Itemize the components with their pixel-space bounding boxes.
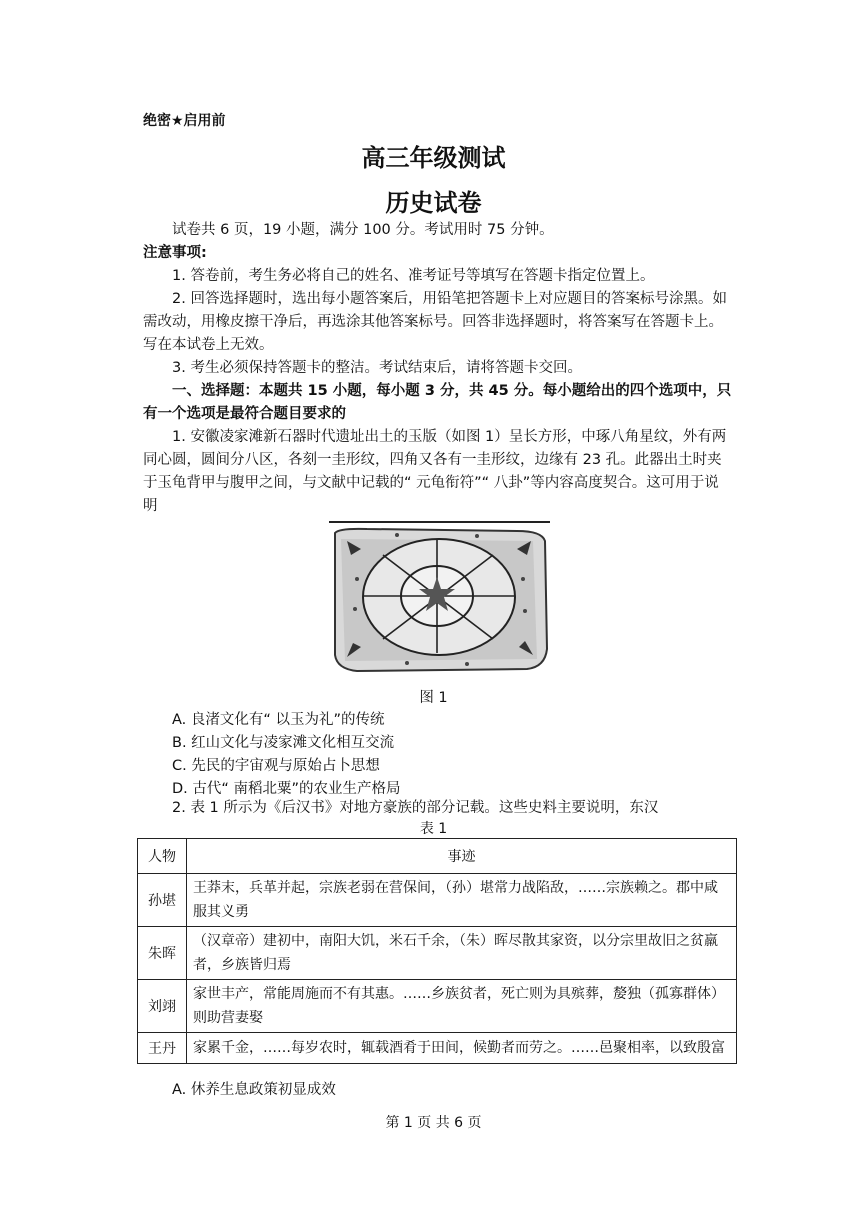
section-heading: 一、选择题：本题共 15 小题，每小题 3 分，共 45 分。每小题给出的四个选项中，只有一个选项是最符合题目要求的 — [143, 383, 732, 422]
table-header-person: 人物 — [138, 839, 187, 874]
notice-heading: 注意事项: — [143, 245, 207, 261]
person-deeds: 家累千金，……每岁农时，辄载酒肴于田间，候勤者而劳之。……邑聚相率，以致殷富 — [187, 1033, 737, 1064]
notice-item-2: 2. 回答选择题时，选出每小题答案后，用铅笔把答题卡上对应题目的答案标号涂黑。如需改动，用橡皮擦干净后，再选涂其他答案标号。回答非选择题时，将答案写在答题卡上。写在本试卷上无效。 — [143, 291, 727, 353]
jade-tablet-image — [327, 519, 552, 676]
page-footer: 第 1 页 共 6 页 — [385, 1115, 482, 1131]
notice-item-1: 1. 答卷前，考生务必将自己的姓名、准考证号等填写在答题卡指定位置上。 — [172, 268, 655, 284]
table-1-caption: 表 1 — [419, 821, 448, 837]
table-row — [138, 1033, 737, 1064]
question-2-stem: 2. 表 1 所示为《后汉书》对地方豪族的部分记载。这些史料主要说明，东汉 — [172, 800, 659, 816]
history-table — [137, 838, 737, 1064]
person-name: 刘翊 — [138, 980, 187, 1033]
person-name: 王丹 — [138, 1033, 187, 1064]
q1-option-a: A. 良渚文化有“ 以玉为礼”的传统 — [172, 712, 385, 728]
table-header-deeds: 事迹 — [187, 839, 737, 874]
notice-item-3: 3. 考生必须保持答题卡的整洁。考试结束后，请将答题卡交回。 — [172, 360, 582, 376]
person-deeds: 王莽末，兵革并起，宗族老弱在营保间，（孙）堪常力战陷敌，……宗族赖之。郡中咸服其义勇 — [187, 874, 737, 927]
person-name: 朱晖 — [138, 927, 187, 980]
confidential-mark: 绝密★启用前 — [143, 113, 226, 129]
exam-title: 高三年级测试 — [361, 144, 506, 172]
q1-option-c: C. 先民的宇宙观与原始占卜思想 — [172, 758, 380, 774]
table-row — [138, 874, 737, 927]
figure-1-caption: 图 1 — [419, 690, 448, 706]
table-row — [138, 980, 737, 1033]
exam-subject-title: 历史试卷 — [385, 189, 482, 217]
person-deeds: 家世丰产，常能周施而不有其惠。……乡族贫者，死亡则为具殡葬，嫠独（孤寡群体）则助营妻娶 — [187, 980, 737, 1033]
table-header-row — [138, 839, 737, 874]
question-1-stem: 1. 安徽凌家滩新石器时代遗址出土的玉版（如图 1）呈长方形，中琢八角星纹，外有两同心圆，圆间分八区，各刻一圭形纹，四角又各有一圭形纹，边缘有 23 孔。此器出土时夹于玉龟背甲与腹甲之间，与文献中记载的“ 元龟衔符”“ 八卦”等内容高度契合。这可用于说明 — [143, 429, 727, 514]
q2-option-a: A. 休养生息政策初显成效 — [172, 1082, 336, 1098]
q1-option-d: D. 古代“ 南稻北粟”的农业生产格局 — [172, 781, 401, 797]
person-deeds: （汉章帝）建初中，南阳大饥，米石千余，（朱）晖尽散其家资，以分宗里故旧之贫羸者，乡族皆归焉 — [187, 927, 737, 980]
q1-option-b: B. 红山文化与凌家滩文化相互交流 — [172, 735, 395, 751]
table-row — [138, 927, 737, 980]
person-name: 孙堪 — [138, 874, 187, 927]
exam-intro: 试卷共 6 页，19 小题，满分 100 分。考试用时 75 分钟。 — [172, 222, 554, 238]
jade-tablet-figure — [327, 519, 552, 676]
